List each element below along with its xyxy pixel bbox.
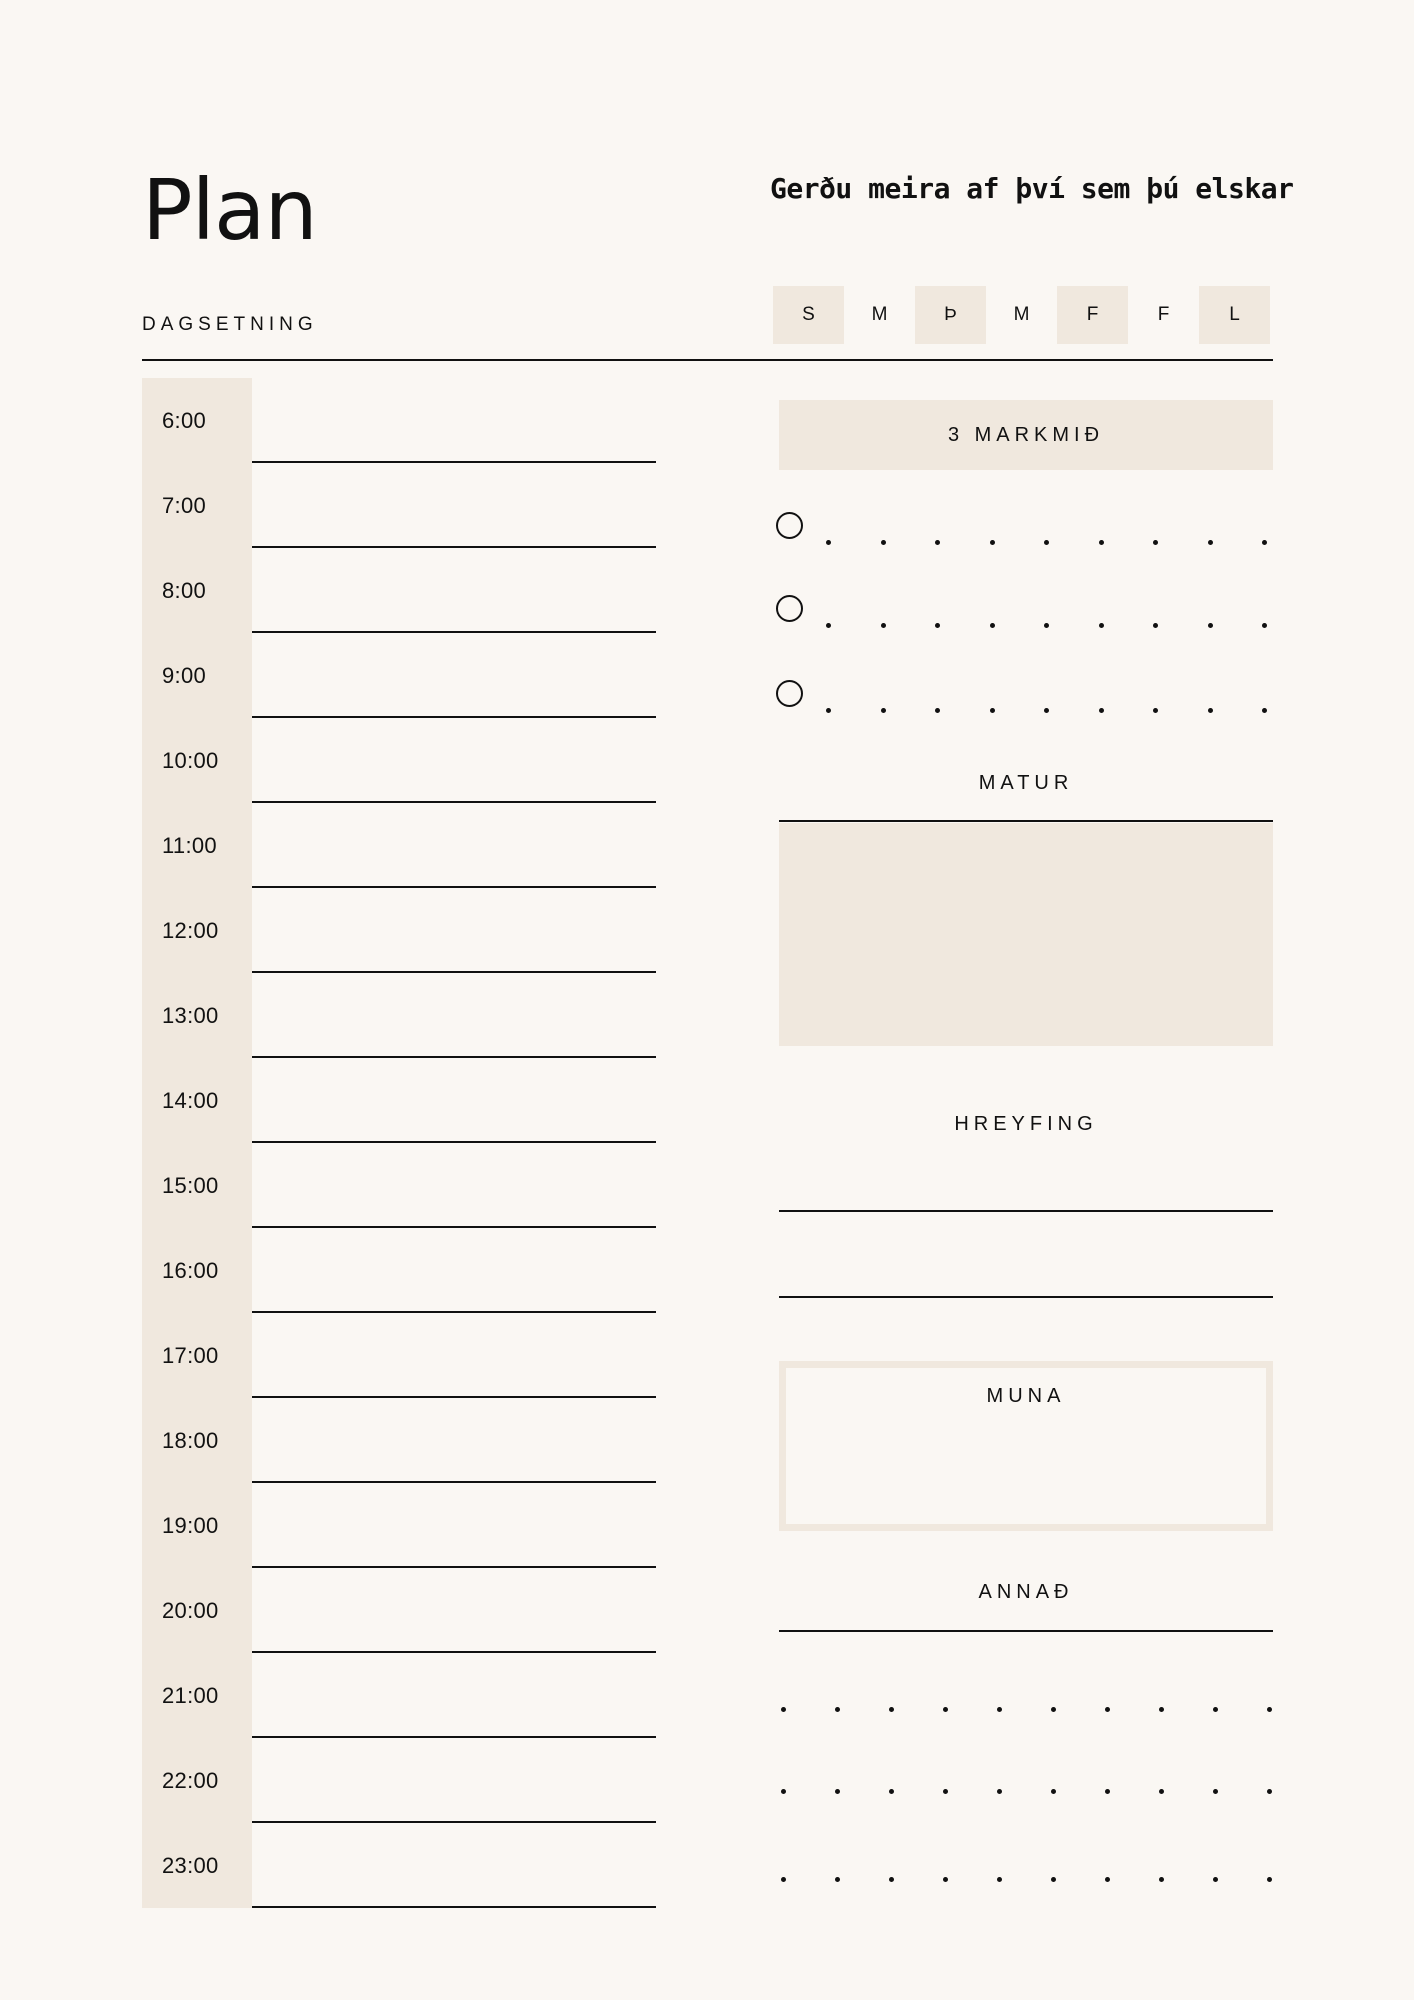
- slot-time: 21:00: [142, 1653, 252, 1738]
- dot: [1099, 540, 1104, 545]
- dotted-line[interactable]: [779, 1789, 1273, 1797]
- dot: [1262, 708, 1267, 713]
- schedule-slot[interactable]: [142, 1228, 656, 1313]
- dot: [1051, 1789, 1056, 1794]
- tagline: Gerðu meira af því sem þú elskar: [770, 172, 1294, 205]
- slot-time: 17:00: [142, 1313, 252, 1398]
- schedule-slot[interactable]: [142, 1738, 656, 1823]
- schedule-slot[interactable]: [142, 633, 656, 718]
- dot: [835, 1789, 840, 1794]
- schedule-slot[interactable]: [142, 463, 656, 548]
- movement-heading: HREYFING: [954, 1113, 1098, 1135]
- goal-row[interactable]: [776, 680, 1276, 720]
- dot: [990, 623, 995, 628]
- dot: [943, 1877, 948, 1882]
- dot: [781, 1877, 786, 1882]
- schedule-slot[interactable]: [142, 888, 656, 973]
- dot: [1051, 1707, 1056, 1712]
- schedule-slot[interactable]: [142, 548, 656, 633]
- dot: [889, 1707, 894, 1712]
- checkbox-circle-icon[interactable]: [776, 680, 803, 707]
- dot: [943, 1707, 948, 1712]
- weekday-saturday[interactable]: L: [1199, 286, 1270, 344]
- goal-row[interactable]: [776, 595, 1276, 635]
- weekday-monday[interactable]: M: [871, 304, 888, 325]
- hourly-schedule: [142, 378, 656, 1908]
- slot-time: 19:00: [142, 1483, 252, 1568]
- slot-time: 9:00: [142, 633, 252, 718]
- schedule-slot[interactable]: [142, 1143, 656, 1228]
- schedule-slot[interactable]: [142, 378, 656, 463]
- slot-time: 13:00: [142, 973, 252, 1058]
- dot: [1267, 1707, 1272, 1712]
- dot: [1267, 1789, 1272, 1794]
- other-divider: [779, 1630, 1273, 1632]
- dot: [835, 1877, 840, 1882]
- dot: [935, 623, 940, 628]
- dot: [781, 1789, 786, 1794]
- slot-time: 18:00: [142, 1398, 252, 1483]
- food-divider: [779, 820, 1273, 822]
- dot: [1099, 708, 1104, 713]
- dot: [1262, 623, 1267, 628]
- goals-header-box: [779, 400, 1273, 470]
- dot: [1105, 1707, 1110, 1712]
- dotted-line[interactable]: [779, 1877, 1273, 1885]
- dot: [881, 623, 886, 628]
- dot: [990, 708, 995, 713]
- dot: [997, 1877, 1002, 1882]
- dot: [1213, 1707, 1218, 1712]
- dot: [1159, 1789, 1164, 1794]
- date-label: DAGSETNING: [142, 314, 318, 335]
- schedule-slot[interactable]: [142, 973, 656, 1058]
- checkbox-circle-icon[interactable]: [776, 512, 803, 539]
- remember-heading: MUNA: [986, 1385, 1066, 1407]
- header-divider: [142, 359, 1273, 361]
- weekday-thursday[interactable]: F: [1057, 286, 1128, 344]
- slot-time: 15:00: [142, 1143, 252, 1228]
- slot-time: 22:00: [142, 1738, 252, 1823]
- dot: [997, 1789, 1002, 1794]
- dot: [1208, 623, 1213, 628]
- slot-time: 6:00: [142, 378, 252, 463]
- food-heading: MATUR: [978, 772, 1074, 794]
- weekday-wednesday[interactable]: M: [1013, 304, 1030, 325]
- dot: [1159, 1707, 1164, 1712]
- dot: [990, 540, 995, 545]
- food-notes-area[interactable]: [779, 823, 1273, 1046]
- dot: [826, 540, 831, 545]
- schedule-slot[interactable]: [142, 1823, 656, 1908]
- dot: [935, 708, 940, 713]
- weekday-friday[interactable]: F: [1157, 304, 1170, 325]
- dot: [1153, 708, 1158, 713]
- dot: [1153, 540, 1158, 545]
- goal-row[interactable]: [776, 512, 1276, 552]
- checkbox-circle-icon[interactable]: [776, 595, 803, 622]
- weekday-selector: [773, 286, 1270, 344]
- slot-time: 14:00: [142, 1058, 252, 1143]
- dot: [1262, 540, 1267, 545]
- dot: [1105, 1877, 1110, 1882]
- schedule-slot[interactable]: [142, 1313, 656, 1398]
- dot: [1159, 1877, 1164, 1882]
- dot: [943, 1789, 948, 1794]
- slot-time: 12:00: [142, 888, 252, 973]
- schedule-slot[interactable]: [142, 1653, 656, 1738]
- movement-line[interactable]: [779, 1210, 1273, 1212]
- schedule-slot[interactable]: [142, 1568, 656, 1653]
- slot-time: 10:00: [142, 718, 252, 803]
- schedule-slot[interactable]: [142, 718, 656, 803]
- dot: [1213, 1789, 1218, 1794]
- slot-time: 11:00: [142, 803, 252, 888]
- dot: [781, 1707, 786, 1712]
- dot: [1051, 1877, 1056, 1882]
- dot: [1044, 540, 1049, 545]
- dotted-line[interactable]: [779, 1707, 1273, 1715]
- dot: [1105, 1789, 1110, 1794]
- dot: [1267, 1877, 1272, 1882]
- dot: [1044, 708, 1049, 713]
- other-heading: ANNAÐ: [978, 1581, 1074, 1603]
- dot: [881, 708, 886, 713]
- dot: [826, 708, 831, 713]
- dot: [1213, 1877, 1218, 1882]
- dot: [889, 1789, 894, 1794]
- schedule-slot[interactable]: [142, 1483, 656, 1568]
- page-title: Plan: [142, 161, 317, 259]
- dot: [1208, 540, 1213, 545]
- slot-time: 7:00: [142, 463, 252, 548]
- dot: [1099, 623, 1104, 628]
- schedule-slot[interactable]: [142, 1058, 656, 1143]
- dot: [1153, 623, 1158, 628]
- movement-line[interactable]: [779, 1296, 1273, 1298]
- dot: [935, 540, 940, 545]
- dot: [997, 1707, 1002, 1712]
- schedule-slot[interactable]: [142, 1398, 656, 1483]
- weekday-tuesday[interactable]: Þ: [915, 286, 986, 344]
- slot-time: 20:00: [142, 1568, 252, 1653]
- goals-heading: 3 MARKMIÐ: [947, 423, 1105, 446]
- slot-time: 8:00: [142, 548, 252, 633]
- dot: [1208, 708, 1213, 713]
- dot: [835, 1707, 840, 1712]
- dot: [889, 1877, 894, 1882]
- dot: [881, 540, 886, 545]
- schedule-slot[interactable]: [142, 803, 656, 888]
- dot: [1044, 623, 1049, 628]
- slot-time: 23:00: [142, 1823, 252, 1908]
- slot-time: 16:00: [142, 1228, 252, 1313]
- weekday-sunday[interactable]: S: [773, 286, 844, 344]
- dot: [826, 623, 831, 628]
